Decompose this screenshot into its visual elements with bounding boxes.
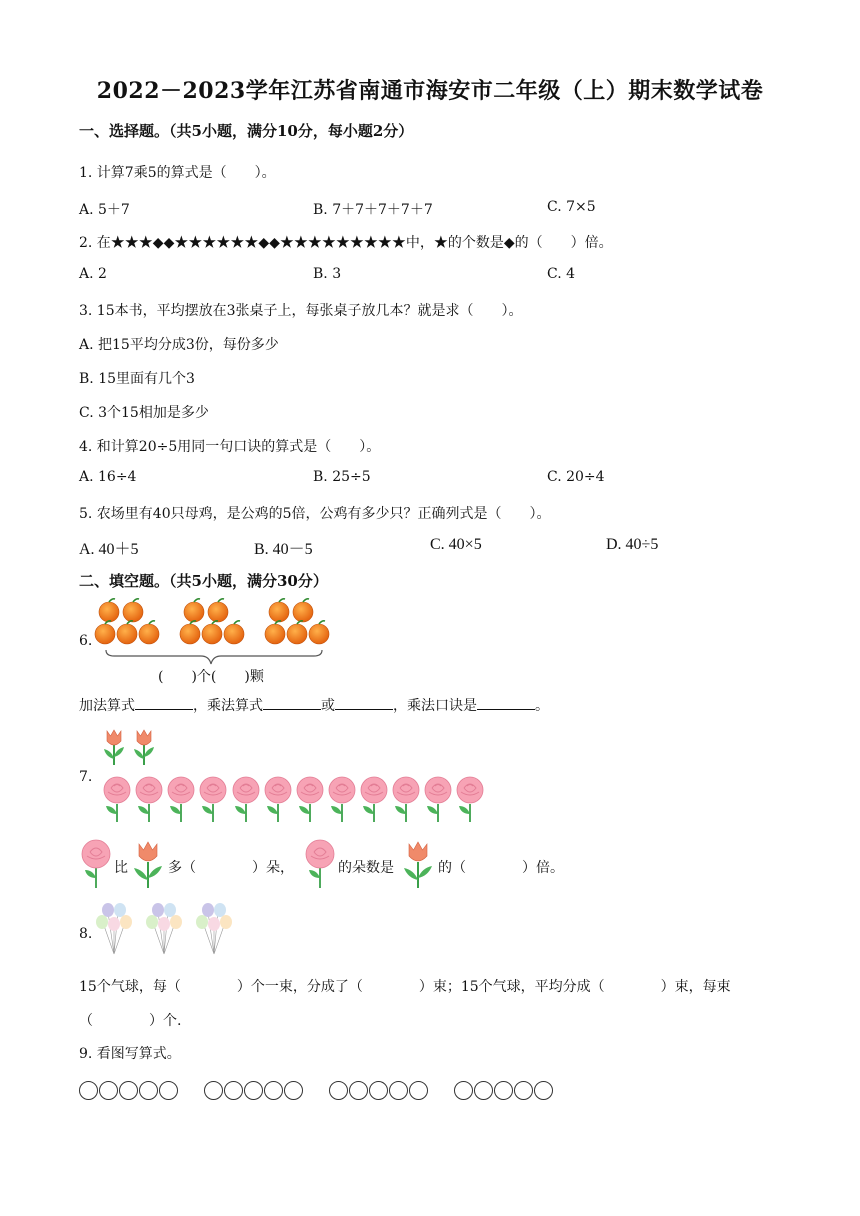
question-2-stem: 2. 在★★★◆◆★★★★★★◆◆★★★★★★★★★中，★的个数是◆的（ ）倍。 [79,235,613,251]
question-9-stem: 9. 看图写算式。 [79,1046,181,1062]
section-1-heading: 一、选择题。（共5小题，满分10分，每小题2分） [79,122,414,140]
circle [264,1081,283,1100]
tulip-icon-2 [398,840,438,890]
question-4-stem: 4. 和计算20÷5用同一句口诀的算式是（ ）。 [79,439,381,455]
circle [474,1081,493,1100]
q8-line-1: 15个气球，每（ ）个一束，分成了（ ）束；15个气球，平均分成（ ）束，每束 [79,979,731,995]
rose-icon [80,840,112,890]
q6-multiplication-label: ，乘法算式 [193,698,263,714]
oranges-illustration [96,600,336,666]
rose-icon-2 [304,840,336,890]
q5-option-c: C. 40×5 [430,536,482,553]
q1-option-a: A. 5＋7 [79,202,130,218]
tulip-icon [128,840,168,890]
circle [284,1081,303,1100]
question-3-stem: 3. 15本书，平均摆放在3张桌子上，每张桌子放几本？就是求（ ）。 [79,303,523,319]
q8-line-2: （ ）个. [79,1013,182,1029]
q4-option-b: B. 25÷5 [313,469,371,485]
circle [389,1081,408,1100]
circle [454,1081,473,1100]
circle [369,1081,388,1100]
circle [159,1081,178,1100]
circle [119,1081,138,1100]
circle [494,1081,513,1100]
q6-brace-label: ( )个( )颗 [158,669,264,685]
circle [534,1081,553,1100]
roses-illustration [101,776,491,822]
q6-addition-blank[interactable] [135,695,193,710]
circle-group-1 [79,1080,179,1099]
q7-text-1: 比 [114,860,128,876]
circle-group-4 [454,1080,554,1099]
page-title: 2022－2023学年江苏省南通市海安市二年级（上）期末数学试卷 [96,78,764,104]
q7-text-4: 的（ ）倍。 [438,860,564,876]
q1-option-b: B. 7＋7＋7＋7＋7 [313,202,433,218]
question-8-number: 8. [79,926,93,942]
q6-multiplication-blank-1[interactable] [263,695,321,710]
q9-circles [79,1080,554,1100]
circle [139,1081,158,1100]
q6-addition-label: 加法算式 [79,698,135,714]
circle [99,1081,118,1100]
circle [244,1081,263,1100]
q3-option-a: A. 把15平均分成3份，每份多少 [79,337,279,353]
circle [204,1081,223,1100]
balloons-illustration [94,902,244,962]
q3-option-b: B. 15里面有几个3 [79,371,195,387]
q6-or-label: 或 [321,698,335,714]
q4-option-a: A. 16÷4 [79,469,137,485]
question-5-stem: 5. 农场里有40只母鸡，是公鸡的5倍，公鸡有多少只？正确列式是（ ）。 [79,506,551,522]
q2-option-a: A. 2 [79,266,107,282]
circle [224,1081,243,1100]
circle [514,1081,533,1100]
q5-option-b: B. 40－5 [254,541,313,558]
circle [329,1081,348,1100]
circle-group-3 [329,1080,429,1099]
q4-option-c: C. 20÷4 [547,469,605,485]
q6-period: 。 [535,698,549,714]
q2-option-c: C. 4 [547,266,576,282]
q6-rhyme-label: ，乘法口诀是 [393,698,477,714]
question-6-number: 6. [79,633,93,649]
tulips-illustration [100,727,160,767]
q2-option-b: B. 3 [313,266,342,282]
q1-option-c: C. 7×5 [547,199,596,215]
question-1-stem: 1. 计算7乘5的算式是（ ）。 [79,165,276,181]
circle [409,1081,428,1100]
question-7-number: 7. [79,769,93,785]
circle [349,1081,368,1100]
q6-multiplication-blank-2[interactable] [335,695,393,710]
q6-answer-line [79,695,549,715]
circle-group-2 [204,1080,304,1099]
q6-rhyme-blank[interactable] [477,695,535,710]
q3-option-c: C. 3个15相加是多少 [79,405,209,421]
q5-option-a: A. 40＋5 [79,541,139,558]
circle [79,1081,98,1100]
q7-text-3: 的朵数是 [338,860,394,876]
q5-option-d: D. 40÷5 [606,536,659,553]
section-2-heading: 二、填空题。（共5小题，满分30分） [79,572,328,590]
q7-text-2: 多（ ）朵， [168,860,294,876]
